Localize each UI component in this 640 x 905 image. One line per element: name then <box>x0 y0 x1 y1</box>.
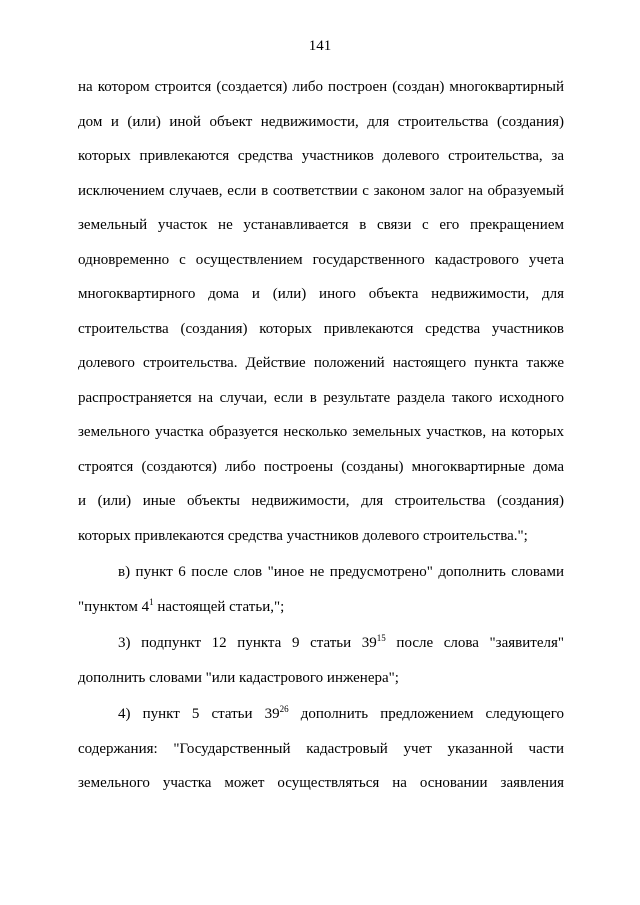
text-line: строятся (создаются) либо построены (созданы) многоквартирные дома <box>78 458 564 475</box>
item-v-line-1: в) пункт 6 после слов "иное не предусмотрено" дополнить словами <box>118 564 564 580</box>
item-v-text-a: "пунктом 4 <box>78 598 150 615</box>
item-4-text-b: дополнить предложением следующего <box>288 706 564 722</box>
superscript: 26 <box>279 704 289 714</box>
text-line: долевого строительства. Действие положений настоящего пункта также <box>78 355 564 371</box>
text-line: строительства (создания) которых привлекаются средства участников <box>78 320 564 337</box>
item-4-line-2: содержания: "Государственный кадастровый учет указанной части <box>78 740 564 757</box>
page-number: 141 <box>308 38 332 54</box>
text-line: дом и (или) иной объект недвижимости, для строительства (создания) <box>78 113 564 130</box>
document-body <box>78 74 564 805</box>
item-3-text-a: 3) подпункт 12 пункта 9 статьи 39 <box>118 635 377 651</box>
text-line: земельный участок не устанавливается в связи с его прекращением <box>78 217 564 233</box>
text-line: многоквартирного дома и (или) иного объекта недвижимости, для <box>78 286 564 302</box>
text-line: распространяется на случаи, если в результате раздела такого исходного <box>78 389 564 406</box>
item-4-line-3: земельного участка может осуществляться на основании заявления <box>78 775 564 791</box>
superscript: 1 <box>149 596 154 607</box>
text-line: которых привлекаются средства участников долевого строительства, за <box>78 148 564 164</box>
item-3-text-b: после слова "заявителя" <box>385 635 564 651</box>
item-v-line-2 <box>78 594 564 629</box>
text-line: которых привлекаются средства участников долевого строительства."; <box>78 527 528 544</box>
item-4-line-1 <box>78 701 564 736</box>
text-line: одновременно с осуществлением государственного кадастрового учета <box>78 251 564 268</box>
item-v-text-b: настоящей статьи,"; <box>153 598 285 615</box>
text-line: земельного участка образуется несколько земельных участков, на которых <box>78 424 564 440</box>
item-3-line-2: дополнить словами "или кадастрового инженера"; <box>78 669 399 686</box>
text-line: и (или) иные объекты недвижимости, для строительства (создания) <box>78 493 564 509</box>
item-3-line-1 <box>78 630 564 665</box>
item-4-text-a: 4) пункт 5 статьи 39 <box>118 706 280 722</box>
text-line: на котором строится (создается) либо построен (создан) многоквартирный <box>78 79 564 95</box>
text-line: исключением случаев, если в соответствии с законом залог на образуемый <box>78 182 564 199</box>
superscript: 15 <box>376 633 386 643</box>
